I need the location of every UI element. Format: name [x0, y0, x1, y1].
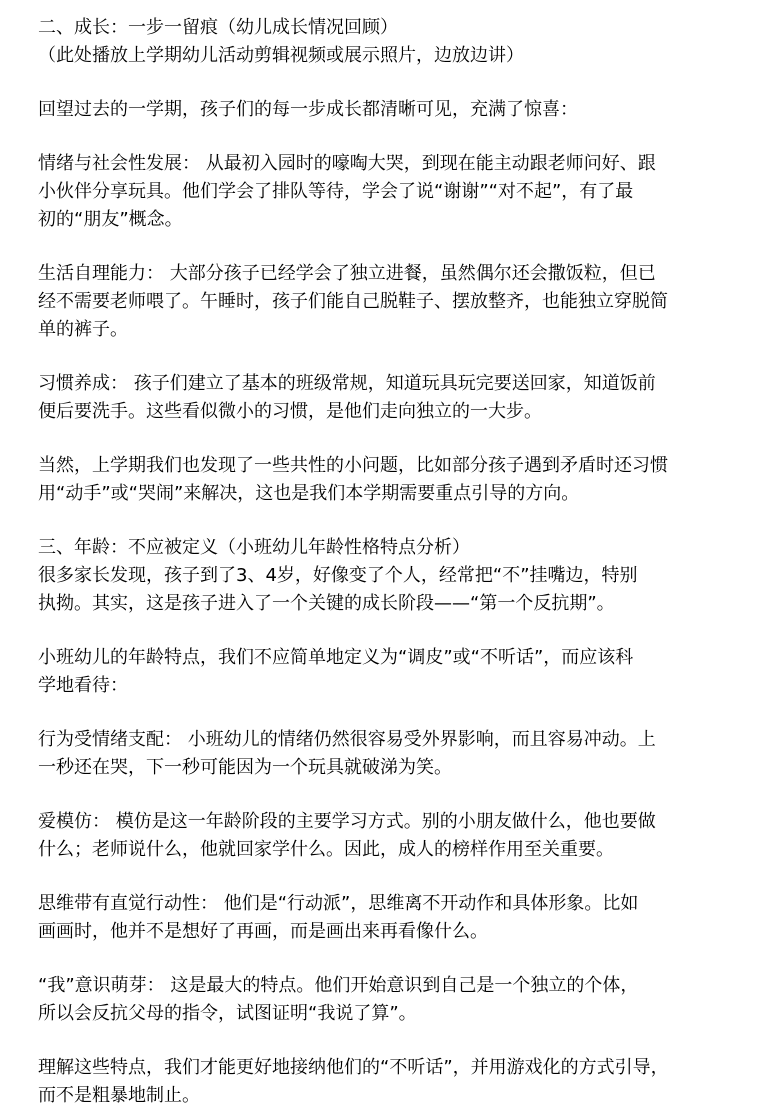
- paragraph-problems: [38, 452, 754, 508]
- paragraph-intuitive-thinking: [38, 890, 754, 946]
- paragraph-defiance-phase: [38, 562, 754, 618]
- section-2-note: （此处播放上学期幼儿活动剪辑视频或展示照片，边放边讲）: [38, 45, 524, 66]
- text-line: 单的裤子。: [38, 319, 128, 340]
- text-line: 所以会反抗父母的指令，试图证明“我说了算”。: [38, 1003, 417, 1024]
- paragraph-conclusion: [38, 1054, 754, 1110]
- text-line: 行为受情绪支配： 小班幼儿的情绪仍然很容易受外界影响，而且容易冲动。上: [38, 729, 656, 750]
- text-line: 便后要洗手。这些看似微小的习惯，是他们走向独立的一大步。: [38, 401, 542, 422]
- text-line: 学地看待：: [38, 675, 128, 696]
- text-line: 经不需要老师喂了。午睡时，孩子们能自己脱鞋子、摆放整齐，也能独立穿脱简: [38, 291, 668, 312]
- text-line: 生活自理能力： 大部分孩子已经学会了独立进餐，虽然偶尔还会撒饭粒，但已: [38, 263, 656, 284]
- paragraph-age-traits-intro: [38, 644, 754, 700]
- text-line: 爱模仿： 模仿是这一年龄阶段的主要学习方式。别的小朋友做什么，他也要做: [38, 811, 656, 832]
- section-3-heading: 三、年龄：不应被定义（小班幼儿年龄性格特点分析）: [38, 537, 470, 558]
- text-line: 画画时，他并不是想好了再画，而是画出来再看像什么。: [38, 921, 488, 942]
- text-line: 小伙伴分享玩具。他们学会了排队等待，学会了说“谢谢”“对不起”，有了最: [38, 181, 634, 202]
- text-line: “我”意识萌芽： 这是最大的特点。他们开始意识到自己是一个独立的个体，: [38, 975, 639, 996]
- section-2-intro: 回望过去的一学期，孩子们的每一步成长都清晰可见，充满了惊喜：: [38, 99, 578, 120]
- paragraph-emotional-social: [38, 150, 754, 234]
- paragraph-imitation: [38, 808, 754, 864]
- text-line: 当然，上学期我们也发现了一些共性的小问题，比如部分孩子遇到矛盾时还习惯: [38, 455, 668, 476]
- paragraph-self-care: [38, 260, 754, 344]
- text-line: 思维带有直觉行动性： 他们是“行动派”，思维离不开动作和具体形象。比如: [38, 893, 639, 914]
- text-line: 执拗。其实，这是孩子进入了一个关键的成长阶段——“第一个反抗期”。: [38, 593, 615, 614]
- paragraph-emotion-driven: [38, 726, 754, 782]
- text-line: 而不是粗暴地制止。: [38, 1085, 200, 1106]
- text-line: 一秒还在哭，下一秒可能因为一个玩具就破涕为笑。: [38, 757, 452, 778]
- text-line: 小班幼儿的年龄特点，我们不应简单地定义为“调皮”或“不听话”，而应该科: [38, 647, 634, 668]
- paragraph-habits: [38, 370, 754, 426]
- text-line: 情绪与社会性发展： 从最初入园时的嚎啕大哭，到现在能主动跟老师问好、跟: [38, 153, 656, 174]
- paragraph-self-awareness: [38, 972, 754, 1028]
- text-line: 什么；老师说什么，他就回家学什么。因此，成人的榜样作用至关重要。: [38, 839, 614, 860]
- text-line: 理解这些特点，我们才能更好地接纳他们的“不听话”，并用游戏化的方式引导，: [38, 1057, 669, 1078]
- text-line: 初的“朋友”概念。: [38, 209, 183, 230]
- text-line: 习惯养成： 孩子们建立了基本的班级常规，知道玩具玩完要送回家，知道饭前: [38, 373, 656, 394]
- text-line: 很多家长发现，孩子到了3、4岁，好像变了个人，经常把“不”挂嘴边，特别: [38, 565, 638, 586]
- text-line: 用“动手”或“哭闹”来解决，这也是我们本学期需要重点引导的方向。: [38, 483, 580, 504]
- section-2-heading: 二、成长：一步一留痕（幼儿成长情况回顾）: [38, 17, 398, 38]
